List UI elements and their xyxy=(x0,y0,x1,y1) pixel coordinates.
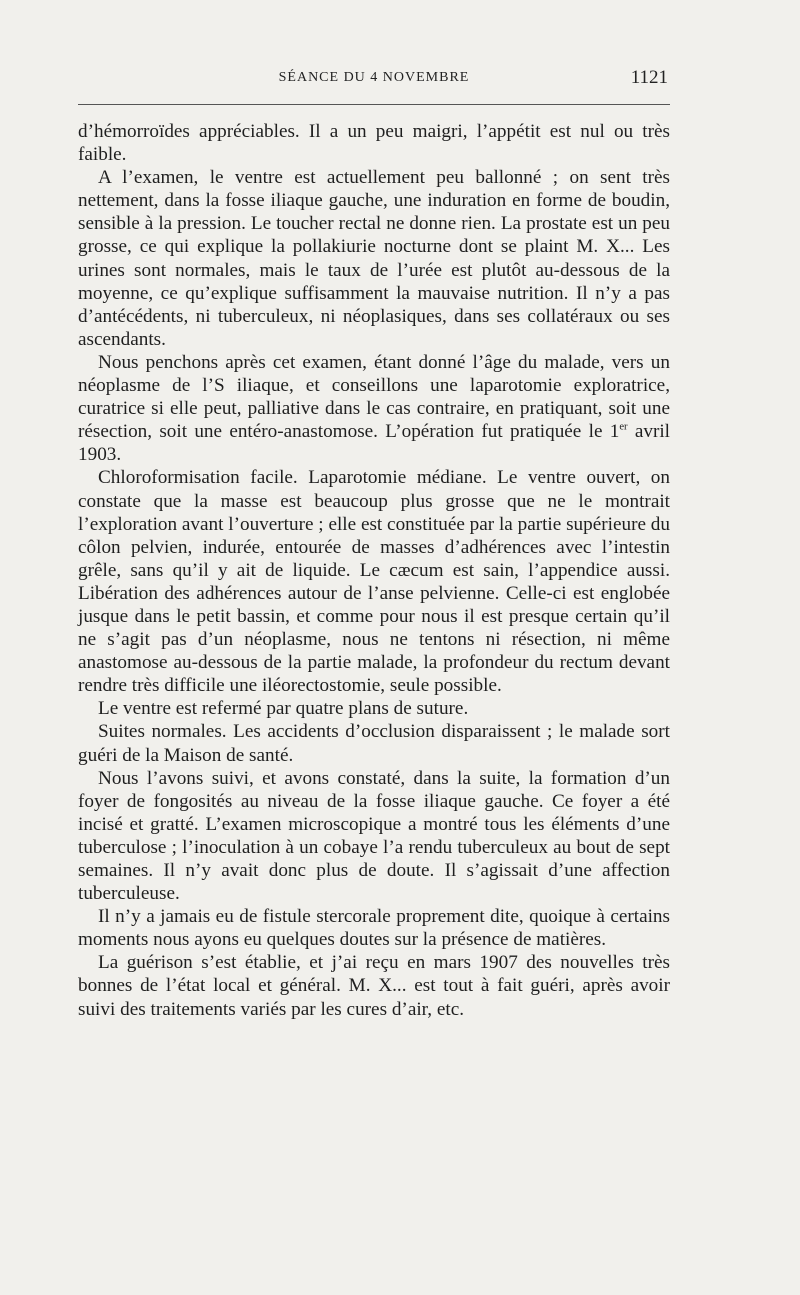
paragraph-7: Nous l’avons suivi, et avons constaté, dans la suite, la formation d’un foyer de fongosités au niveau de la fosse iliaque gauche. Ce foyer a été incisé et gratté. L’examen microscopique a montré tous les éléments d’une tuberculose ; l’inoculation à un cobaye l’a rendu tuberculeux au bout de sept semaines. Il n’y avait donc plus de doute. Il s’agissait d’une affection tuberculeuse. xyxy=(78,767,670,905)
header-rule xyxy=(78,104,670,105)
paragraph-4: Chloroformisation facile. Laparotomie médiane. Le ventre ouvert, on constate que la masse est beaucoup plus grosse que ne le montrait l’exploration avant l’ouverture ; elle est constituée par la partie supérieure du côlon pelvien, indurée, entourée de masses d’adhérences avec l’intestin grêle, sans qu’il y ait de liquide. Le cæcum est sain, l’appendice aussi. Libération des adhérences autour de l’anse pelvienne. Celle-ci est englobée jusque dans le petit bassin, et comme pour nous il est presque certain qu’il ne s’agit pas d’un néoplasme, nous ne tentons ni résection, ni même anastomose au-dessous de la partie malade, la profondeur du rectum devant rendre très difficile une iléorectostomie, seule possible. xyxy=(78,467,670,697)
page-header xyxy=(78,67,670,96)
ordinal-superscript: er xyxy=(619,421,628,433)
body-text xyxy=(78,120,670,1021)
paragraph-1: d’hémorroïdes appréciables. Il a un peu maigri, l’appétit est nul ou très faible. xyxy=(78,121,670,166)
paragraph-9: La guérison s’est établie, et j’ai reçu en mars 1907 des nouvelles très bonnes de l’état local et général. M. X... est tout à fait guéri, après avoir suivi des traitements variés par les cures d’air, etc. xyxy=(78,952,670,1020)
paragraph-2: A l’examen, le ventre est actuellement peu ballonné ; on sent très nettement, dans la fosse iliaque gauche, une induration en forme de boudin, sensible à la pression. Le toucher rectal ne donne rien. La prostate est un peu grosse, ce qui explique la pollakiurie nocturne dont se plaint M. X... Les urines sont normales, mais le taux de l’urée est plutôt au-dessous de la moyenne, ce qu’explique suffisamment la mauvaise nutrition. Il n’y a pas d’antécédents, ni tuberculeux, ni néoplasiques, dans ses collatéraux ou ses ascendants. xyxy=(78,167,670,350)
running-title: SÉANCE DU 4 NOVEMBRE xyxy=(278,70,470,85)
paragraph-3-text: Nous penchons après cet examen, étant donné l’âge du malade, vers un néoplasme de l’S iliaque, et conseillons une laparotomie exploratrice, curatrice si elle peut, palliative dans le cas contraire, en pratiquant, soit une résection, soit une entéro-anastomose. L’opération fut pratiquée le 1 xyxy=(78,351,670,443)
paragraph-8: Il n’y a jamais eu de fistule stercorale proprement dite, quoique à certains moments nous ayons eu quelques doutes sur la présence de matières. xyxy=(78,906,670,951)
paragraph-3-tail: avril 1903. xyxy=(78,421,670,466)
paragraph-5: Le ventre est refermé par quatre plans de suture. xyxy=(98,698,469,720)
page-number: 1121 xyxy=(630,67,668,88)
paragraph-6: Suites normales. Les accidents d’occlusion disparaissent ; le malade sort guéri de la Maison de santé. xyxy=(78,721,670,766)
paragraph-3 xyxy=(78,351,670,466)
